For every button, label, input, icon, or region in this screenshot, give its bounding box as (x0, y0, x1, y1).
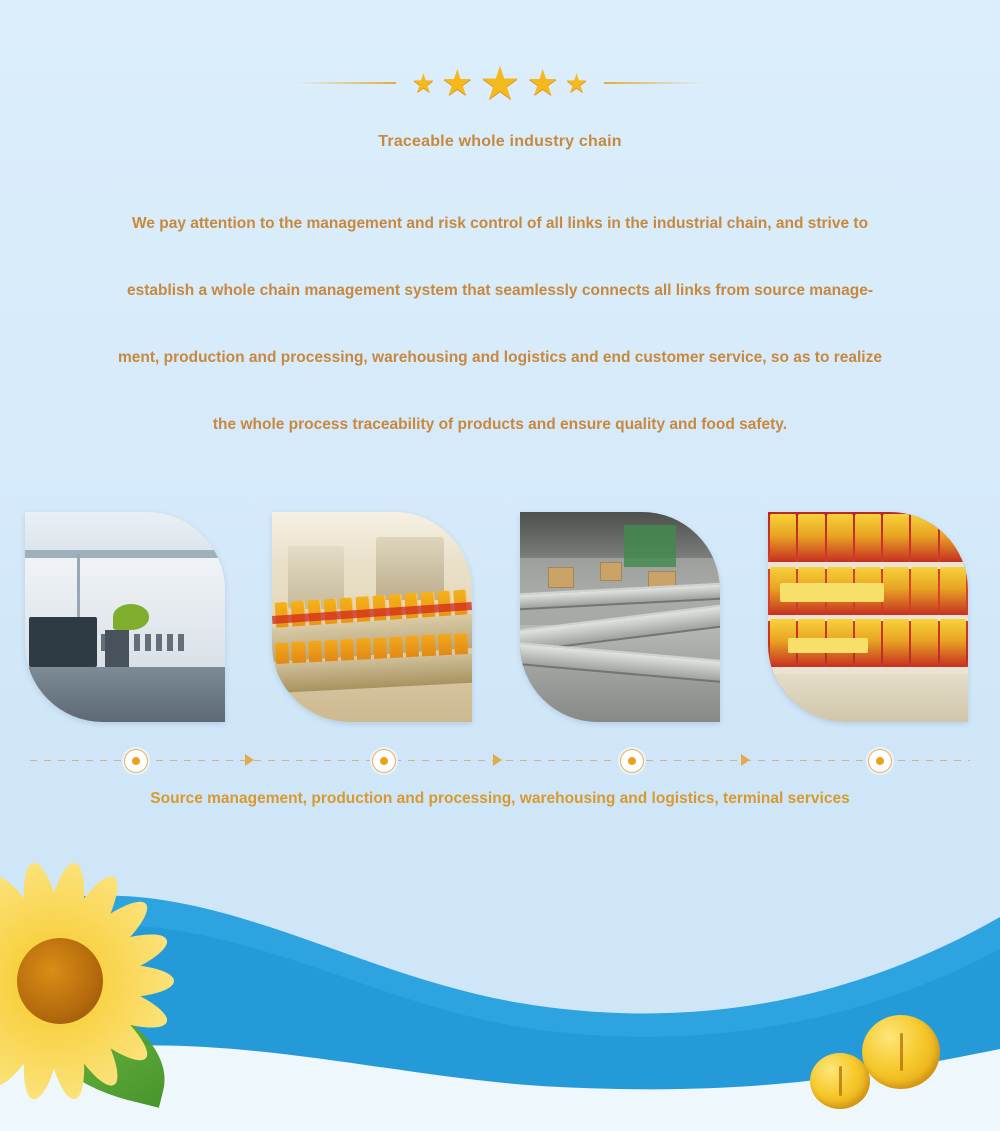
paragraph-line-4: the whole process traceability of products and ensure quality and food safety. (212, 416, 788, 433)
paragraph-line-2: establish a whole chain management system that seamlessly connects all links from source manage- (127, 282, 873, 299)
warehouse-building-image (25, 512, 225, 722)
photo-production-processing (272, 512, 472, 722)
star-large-center: ★ (479, 57, 521, 109)
process-timeline (30, 745, 970, 777)
arrow-1-icon (245, 754, 254, 766)
star-small-left: ★ (411, 68, 436, 98)
body-paragraph (50, 190, 950, 458)
arrow-2-icon (493, 754, 502, 766)
sunflower-center-icon (17, 938, 103, 1024)
photo-gallery (0, 512, 1000, 727)
page-title: Traceable whole industry chain (378, 133, 622, 150)
photo-terminal-services (768, 512, 968, 722)
node-production-processing (372, 749, 396, 773)
node-warehousing-logistics (620, 749, 644, 773)
conveyor-warehouse-image (520, 512, 720, 722)
soybean-small-icon (810, 1053, 870, 1109)
divider-line-left (296, 82, 396, 84)
arrow-3-icon (741, 754, 750, 766)
timeline-caption: Source management, production and processing, warehousing and logistics, terminal services (150, 790, 850, 807)
sunflower-decoration (0, 831, 190, 1131)
node-source-management (124, 749, 148, 773)
star-medium-left: ★ (441, 62, 474, 103)
photo-source-management (25, 512, 225, 722)
photo-warehousing-logistics (520, 512, 720, 722)
star-rating-row (0, 58, 1000, 108)
bottling-line-image (272, 512, 472, 722)
soybean-large-icon (862, 1015, 940, 1089)
supermarket-shelf-image (768, 512, 968, 722)
paragraph-line-1: We pay attention to the management and risk control of all links in the industrial chain, and strive to (131, 215, 869, 232)
star-medium-right: ★ (526, 62, 559, 103)
star-small-right: ★ (564, 68, 589, 98)
paragraph-line-3: ment, production and processing, warehousing and logistics and end customer service, so as to realize (118, 349, 882, 366)
node-terminal-services (868, 749, 892, 773)
divider-line-right (604, 82, 704, 84)
